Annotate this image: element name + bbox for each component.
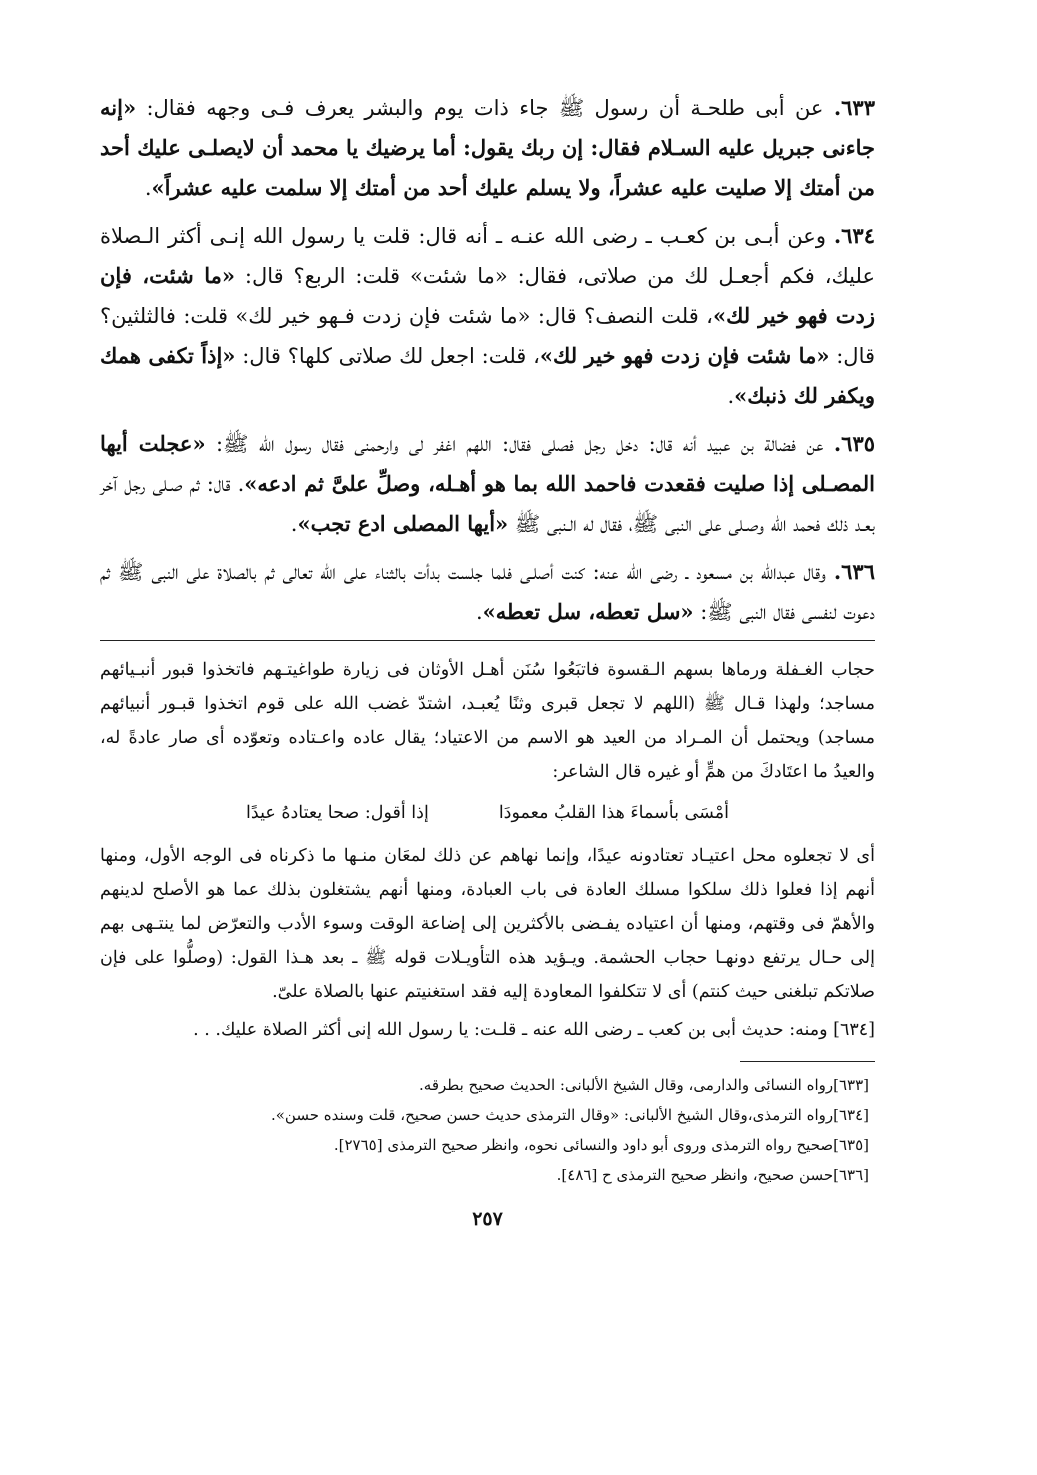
hadith-text: عن فضالة بن عبيد أنه قال: دخل رجل فصلى فقال: اللهم اغفر لى وارحمنى فقال رسول الله ﷺ: — [205, 432, 834, 456]
hadith-text: . — [727, 384, 735, 408]
hadith-text: وقال عبدالله بن مسعود ـ رضى الله عنه: كنت أصلـى فلما جلست بدأت بالثناء على الله تعالى ثم بالصلاة على النبى ﷺ ثم دعوت لنفسى فقال النبى ﷺ: — [100, 560, 875, 624]
prophetic-quote: «سل تعطه، سل تعطه» — [482, 599, 694, 624]
hadith-text: ، قلت النصف؟ قال: «ما شئت فإن زدت فـهو خير لك» قلت: فالثلثين؟ قال: — [100, 304, 876, 368]
hadith-number: ٦٣٤. — [833, 223, 875, 248]
footnote: [٦٣٤]رواه الترمذى،وقال الشيخ الألبانى: «وقال الترمذى حديث حسن صحيح، قلت وسنده حسن». — [270, 1106, 869, 1124]
verse-first-hemistich: أمْسَى بأسماءَ هذا القلبُ معمودَا — [498, 803, 729, 823]
hadith-text: . قال: ثم صـلى رجل آخر بعـد ذلك فحمد الله وصـلى على النبى ﷺ، فقال له الـنبى ﷺ — [100, 472, 875, 536]
hadith-text: . — [475, 600, 483, 624]
footnote: [٦٣٥]صحيح رواه الترمذى وروى أبو داود والنسائى نحوه، وانظر صحيح الترمذى [٢٧٦٥]. — [333, 1136, 869, 1154]
commentary-paragraph: أى لا تجعلوه محل اعتيـاد تعتادونه عيدًا، وإنما نهاهم عن ذلك لمعَان منـها ما ذكرناه فى الوجه الأول، ومنها أنهم إذا فعلوا ذلك سلكوا مسلك العادة فى باب العبادة، ومنها أنهم يشتغلون بذلك عما هو الأصلح لدينهم والأهمّ فى وقتهم، ومنها أن اعتياده يفـضى بالأكثرين إلى إضاعة الوقت وسوء الأدب والتعرّض لما ينتـهى بهم إلى حـال يرتفع دونهـا حجاب الحشمة. ويـؤيد هذه التأويـلات قوله ﷺ ـ بعد هـذا القول: (وصلُّوا على فإن صلاتكم تبلغنى حيث كنتم) أى لا تتكلفوا المعاودة إليه فقد استغنيتم عنها بالصلاة علىّ. — [100, 846, 875, 1002]
hadith-633 — [100, 88, 875, 208]
prophetic-quote: «عجلت أيها المصـلى إذا صليت فقعدت فاحمد الله بما هو أهـله، وصلِّ علىَّ ثم ادعه» — [100, 431, 875, 496]
footnote: [٦٣٦]حسن صحيح، وانظر صحيح الترمذى ح [٤٨٦]. — [556, 1166, 869, 1184]
hadith-text: ، قلت: اجعل لك صلاتى كلها؟ قال: — [235, 344, 540, 368]
prophetic-quote: «ما شئت فإن زدت فهو خير لك» — [539, 343, 830, 368]
prophetic-quote: «إنه جاءنى جبريل عليه السـلام فقال: إن ربك يقول: أما يرضيك يا محمد أن لايصلـى عليك أحد من أمتك إلا صليت عليه عشراً، ولا يسلم عليك أحد من أمتك إلا سلمت عليه عشراً» — [100, 95, 875, 200]
hadith-text: . — [290, 512, 298, 536]
hadith-635 — [100, 424, 875, 544]
hadith-636 — [100, 552, 875, 632]
poetry-verse — [100, 793, 875, 833]
hadith-number: ٦٣٦. — [833, 559, 875, 584]
hadith-text: عن أبى طلحـة أن رسول ﷺ جاء ذات يوم والبشر يعرف فـى وجهه فقال: — [136, 96, 834, 120]
prophetic-quote: «أيها المصلى ادع تجب» — [297, 511, 509, 536]
footnote-divider — [740, 1061, 875, 1062]
section-divider — [100, 640, 875, 641]
prophetic-quote: «إذاً تكفى همك ويكفر لك ذنبك» — [100, 343, 875, 408]
footnote: [٦٣٣]رواه النسائى والدارمى، وقال الشيخ الألبانى: الحديث صحيح بطرقه. — [419, 1076, 869, 1094]
prophetic-quote: «ما شئت، فإن زدت فهو خير لك» — [100, 263, 875, 328]
hadith-number: ٦٣٥. — [833, 431, 876, 456]
page-number: ٢٥٧ — [472, 1208, 503, 1230]
hadith-text: . — [144, 176, 152, 200]
hadith-number: ٦٣٣. — [833, 95, 875, 120]
footnotes — [100, 1070, 875, 1190]
hadith-634 — [100, 216, 875, 416]
hadith-text: وعن أبـى بن كعـب ـ رضى الله عنـه ـ أنه قال: قلت يا رسول الله إنـى أكثر الـصلاة عليك، فكم أجعـل لك من صلاتى، فقال: «ما شئت» قلت: الربع؟ قال: — [100, 224, 875, 288]
commentary-paragraph: حجاب الغـفلة ورماها بسهم الـقسوة فاتبَعُوا سُنَن أهـل الأوثان فى زيارة طواغيتـهم فاتخذوا قبور أنبـيائهم مساجد؛ ولهذا قـال ﷺ (اللهم لا تجعل قبرى وثنًا يُعبـد، اشتدّ غضب الله على قوم اتخذوا قبـور أنبيائهم مساجد) ويحتمل أن المـراد من العيد هو الاسم من الاعتياد؛ يقال عاده واعـتاده وتعوّده أى صار عادةً له، والعيدُ ما اعتَادكَ من همٍّ أو غيره قال الشاعر: — [100, 660, 875, 782]
page-content — [100, 88, 875, 1230]
verse-second-hemistich: إذا أقول: صحا يعتادهُ عيدًا — [246, 803, 429, 823]
commentary-paragraph: [٦٣٤] ومنه: حديث أبى بن كعب ـ رضى الله عنه ـ قلـت: يا رسول الله إنى أكثر الصلاة عليك. . . — [193, 1020, 875, 1040]
